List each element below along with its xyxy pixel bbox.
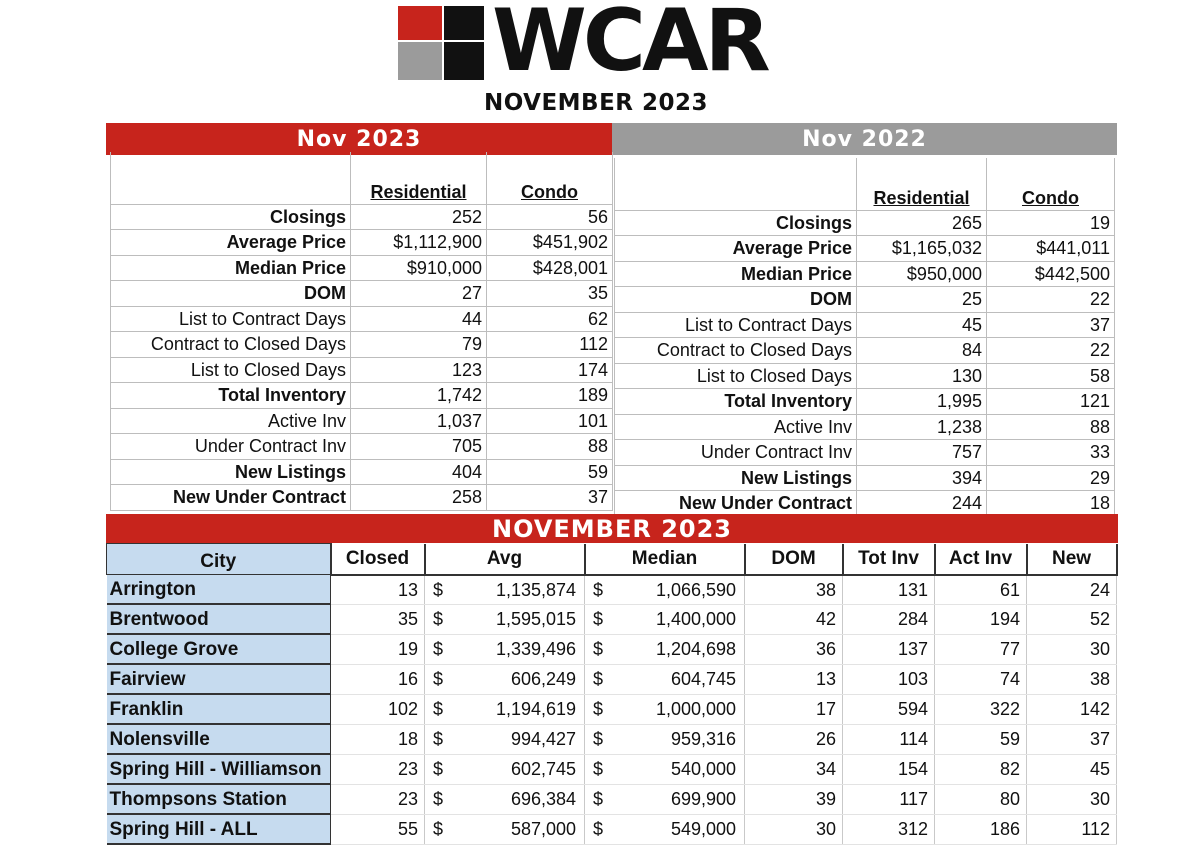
summary-condo-value: 174 <box>487 357 613 383</box>
median-price-value: 1,066,590 <box>625 575 745 605</box>
closed-value: 19 <box>331 634 425 664</box>
summary-residential-value: 27 <box>351 281 487 307</box>
summary-row-label: Closings <box>615 210 857 236</box>
summary-condo-value: 33 <box>987 440 1115 466</box>
summary-row-label: Contract to Closed Days <box>111 332 351 358</box>
act-inv-value: 61 <box>935 575 1027 605</box>
summary-header-residential: Residential <box>351 152 487 204</box>
summary-header-blank <box>615 158 857 210</box>
summary-residential-value: 1,037 <box>351 408 487 434</box>
summary-condo-value: $442,500 <box>987 261 1115 287</box>
summary-row-label: Total Inventory <box>615 389 857 415</box>
summary-row <box>615 414 1115 440</box>
new-value: 52 <box>1027 604 1117 634</box>
summary-row-label: Average Price <box>111 230 351 256</box>
summary-row <box>111 485 613 511</box>
avg-price-value: 1,339,496 <box>465 634 585 664</box>
median-currency-symbol: $ <box>585 754 625 784</box>
new-value: 112 <box>1027 814 1117 844</box>
summary-residential-value: 1,995 <box>857 389 987 415</box>
median-price-value: 1,400,000 <box>625 604 745 634</box>
summary-residential-value: 84 <box>857 338 987 364</box>
col-header-median: Median <box>585 544 745 575</box>
new-value: 30 <box>1027 784 1117 814</box>
summary-row-label: List to Contract Days <box>615 312 857 338</box>
city-row <box>107 814 1117 844</box>
logo-square-grey <box>398 42 442 80</box>
city-name: Nolensville <box>107 724 331 754</box>
summary-row <box>111 281 613 307</box>
summary-table-nov-2023 <box>110 152 613 511</box>
summary-residential-value: 44 <box>351 306 487 332</box>
new-value: 38 <box>1027 664 1117 694</box>
city-name: College Grove <box>107 634 331 664</box>
col-header-avg: Avg <box>425 544 585 575</box>
summary-condo-value: 88 <box>987 414 1115 440</box>
summary-row <box>615 465 1115 491</box>
summary-row <box>111 383 613 409</box>
summary-condo-value: 58 <box>987 363 1115 389</box>
summary-condo-value: 59 <box>487 459 613 485</box>
summary-condo-value: 22 <box>987 287 1115 313</box>
median-currency-symbol: $ <box>585 694 625 724</box>
col-header-new: New <box>1027 544 1117 575</box>
summary-row-label: List to Contract Days <box>111 306 351 332</box>
summary-row <box>111 255 613 281</box>
summary-condo-value: 22 <box>987 338 1115 364</box>
summary-table-nov-2022 <box>614 158 1115 517</box>
summary-residential-value: $1,112,900 <box>351 230 487 256</box>
summary-header-blank <box>111 152 351 204</box>
summary-row-label: New Listings <box>111 459 351 485</box>
summary-residential-value: 705 <box>351 434 487 460</box>
summary-row <box>615 261 1115 287</box>
avg-price-value: 1,135,874 <box>465 575 585 605</box>
median-price-value: 604,745 <box>625 664 745 694</box>
tot-inv-value: 284 <box>843 604 935 634</box>
avg-currency-symbol: $ <box>425 694 465 724</box>
summary-row-label: Under Contract Inv <box>111 434 351 460</box>
summary-residential-value: 79 <box>351 332 487 358</box>
dom-value: 42 <box>745 604 843 634</box>
summary-condo-value: 56 <box>487 204 613 230</box>
new-value: 24 <box>1027 575 1117 605</box>
summary-row <box>615 389 1115 415</box>
summary-condo-value: 189 <box>487 383 613 409</box>
summary-residential-value: 252 <box>351 204 487 230</box>
avg-currency-symbol: $ <box>425 604 465 634</box>
avg-currency-symbol: $ <box>425 754 465 784</box>
median-currency-symbol: $ <box>585 814 625 844</box>
summary-row <box>615 338 1115 364</box>
summary-condo-value: 37 <box>987 312 1115 338</box>
closed-value: 16 <box>331 664 425 694</box>
city-row <box>107 784 1117 814</box>
closed-value: 23 <box>331 784 425 814</box>
banner-city-label: NOVEMBER 2023 <box>491 515 732 543</box>
summary-header-condo: Condo <box>487 152 613 204</box>
city-name: Thompsons Station <box>107 784 331 814</box>
dom-value: 26 <box>745 724 843 754</box>
summary-residential-value: 1,742 <box>351 383 487 409</box>
city-table-header-row <box>107 544 1117 575</box>
tot-inv-value: 154 <box>843 754 935 784</box>
median-price-value: 1,204,698 <box>625 634 745 664</box>
summary-row <box>615 363 1115 389</box>
city-table <box>106 543 1118 845</box>
col-header-tot-inv: Tot Inv <box>843 544 935 575</box>
summary-header-row <box>111 152 613 204</box>
summary-condo-value: $451,902 <box>487 230 613 256</box>
summary-row-label: New Under Contract <box>615 491 857 517</box>
tot-inv-value: 137 <box>843 634 935 664</box>
summary-row-label: List to Closed Days <box>615 363 857 389</box>
new-value: 37 <box>1027 724 1117 754</box>
act-inv-value: 74 <box>935 664 1027 694</box>
summary-row-label: Total Inventory <box>111 383 351 409</box>
median-currency-symbol: $ <box>585 604 625 634</box>
summary-row <box>111 459 613 485</box>
avg-price-value: 994,427 <box>465 724 585 754</box>
avg-currency-symbol: $ <box>425 814 465 844</box>
tot-inv-value: 594 <box>843 694 935 724</box>
median-currency-symbol: $ <box>585 634 625 664</box>
summary-condo-value: 112 <box>487 332 613 358</box>
city-row <box>107 694 1117 724</box>
act-inv-value: 322 <box>935 694 1027 724</box>
closed-value: 13 <box>331 575 425 605</box>
summary-row-label: Median Price <box>111 255 351 281</box>
logo-square-red <box>398 6 442 40</box>
city-name: Brentwood <box>107 604 331 634</box>
new-value: 30 <box>1027 634 1117 664</box>
summary-residential-value: 45 <box>857 312 987 338</box>
report-subtitle: NOVEMBER 2023 <box>483 90 709 116</box>
summary-row <box>111 408 613 434</box>
banner-city-november-2023 <box>106 514 1118 543</box>
logo-square-black-top <box>444 6 484 40</box>
act-inv-value: 77 <box>935 634 1027 664</box>
act-inv-value: 82 <box>935 754 1027 784</box>
avg-price-value: 587,000 <box>465 814 585 844</box>
tot-inv-value: 312 <box>843 814 935 844</box>
col-header-dom: DOM <box>745 544 843 575</box>
summary-row-label: Closings <box>111 204 351 230</box>
median-currency-symbol: $ <box>585 724 625 754</box>
act-inv-value: 59 <box>935 724 1027 754</box>
summary-row <box>615 440 1115 466</box>
summary-residential-value: 757 <box>857 440 987 466</box>
dom-value: 13 <box>745 664 843 694</box>
tot-inv-value: 114 <box>843 724 935 754</box>
summary-residential-value: 1,238 <box>857 414 987 440</box>
city-row <box>107 575 1117 605</box>
summary-condo-value: 35 <box>487 281 613 307</box>
wcar-logo <box>398 0 788 91</box>
summary-residential-value: 244 <box>857 491 987 517</box>
median-currency-symbol: $ <box>585 575 625 605</box>
summary-header-residential: Residential <box>857 158 987 210</box>
city-row <box>107 724 1117 754</box>
city-name: Spring Hill - Williamson <box>107 754 331 784</box>
summary-row-label: Median Price <box>615 261 857 287</box>
summary-condo-value: 101 <box>487 408 613 434</box>
median-price-value: 699,900 <box>625 784 745 814</box>
summary-residential-value: 258 <box>351 485 487 511</box>
new-value: 142 <box>1027 694 1117 724</box>
logo-wordmark: WCAR <box>492 0 767 91</box>
median-currency-symbol: $ <box>585 784 625 814</box>
median-price-value: 959,316 <box>625 724 745 754</box>
avg-currency-symbol: $ <box>425 784 465 814</box>
summary-row-label: Active Inv <box>111 408 351 434</box>
city-row <box>107 604 1117 634</box>
summary-row-label: List to Closed Days <box>111 357 351 383</box>
summary-header-row <box>615 158 1115 210</box>
dom-value: 17 <box>745 694 843 724</box>
tot-inv-value: 103 <box>843 664 935 694</box>
dom-value: 39 <box>745 784 843 814</box>
summary-row-label: New Listings <box>615 465 857 491</box>
summary-condo-value: 29 <box>987 465 1115 491</box>
summary-residential-value: 25 <box>857 287 987 313</box>
dom-value: 38 <box>745 575 843 605</box>
summary-condo-value: 62 <box>487 306 613 332</box>
summary-row <box>111 434 613 460</box>
closed-value: 23 <box>331 754 425 784</box>
median-price-value: 549,000 <box>625 814 745 844</box>
summary-residential-value: $910,000 <box>351 255 487 281</box>
summary-row <box>111 332 613 358</box>
summary-condo-value: $441,011 <box>987 236 1115 262</box>
summary-row-label: DOM <box>615 287 857 313</box>
tot-inv-value: 117 <box>843 784 935 814</box>
summary-row-label: Average Price <box>615 236 857 262</box>
summary-condo-value: 88 <box>487 434 613 460</box>
act-inv-value: 186 <box>935 814 1027 844</box>
summary-condo-value: 18 <box>987 491 1115 517</box>
dom-value: 30 <box>745 814 843 844</box>
city-name: Spring Hill - ALL <box>107 814 331 844</box>
summary-condo-value: 37 <box>487 485 613 511</box>
summary-row-label: DOM <box>111 281 351 307</box>
city-name: Franklin <box>107 694 331 724</box>
summary-row <box>615 491 1115 517</box>
banner-nov-2022 <box>612 123 1117 155</box>
summary-residential-value: 130 <box>857 363 987 389</box>
avg-price-value: 696,384 <box>465 784 585 814</box>
median-currency-symbol: $ <box>585 664 625 694</box>
summary-residential-value: $1,165,032 <box>857 236 987 262</box>
summary-residential-value: 394 <box>857 465 987 491</box>
summary-row <box>615 287 1115 313</box>
col-header-closed: Closed <box>331 544 425 575</box>
city-row <box>107 754 1117 784</box>
dom-value: 34 <box>745 754 843 784</box>
logo-square-black-bottom <box>444 42 484 80</box>
closed-value: 18 <box>331 724 425 754</box>
dom-value: 36 <box>745 634 843 664</box>
act-inv-value: 80 <box>935 784 1027 814</box>
city-name: Fairview <box>107 664 331 694</box>
banner-nov-2023-label: Nov 2023 <box>296 127 422 152</box>
summary-row-label: Under Contract Inv <box>615 440 857 466</box>
col-header-act-inv: Act Inv <box>935 544 1027 575</box>
avg-price-value: 1,595,015 <box>465 604 585 634</box>
summary-residential-value: $950,000 <box>857 261 987 287</box>
summary-condo-value: $428,001 <box>487 255 613 281</box>
banner-nov-2022-label: Nov 2022 <box>802 127 927 152</box>
avg-currency-symbol: $ <box>425 664 465 694</box>
avg-price-value: 606,249 <box>465 664 585 694</box>
avg-currency-symbol: $ <box>425 575 465 605</box>
summary-condo-value: 19 <box>987 210 1115 236</box>
act-inv-value: 194 <box>935 604 1027 634</box>
closed-value: 102 <box>331 694 425 724</box>
summary-row <box>111 357 613 383</box>
summary-residential-value: 265 <box>857 210 987 236</box>
banner-nov-2023 <box>106 123 612 155</box>
summary-row-label: Contract to Closed Days <box>615 338 857 364</box>
summary-row-label: New Under Contract <box>111 485 351 511</box>
summary-residential-value: 123 <box>351 357 487 383</box>
avg-currency-symbol: $ <box>425 634 465 664</box>
col-header-city: City <box>107 544 331 575</box>
closed-value: 35 <box>331 604 425 634</box>
summary-row <box>111 204 613 230</box>
summary-row <box>615 210 1115 236</box>
tot-inv-value: 131 <box>843 575 935 605</box>
summary-header-condo: Condo <box>987 158 1115 210</box>
summary-row-label: Active Inv <box>615 414 857 440</box>
city-row <box>107 634 1117 664</box>
closed-value: 55 <box>331 814 425 844</box>
summary-condo-value: 121 <box>987 389 1115 415</box>
summary-residential-value: 404 <box>351 459 487 485</box>
median-price-value: 540,000 <box>625 754 745 784</box>
avg-price-value: 602,745 <box>465 754 585 784</box>
city-name: Arrington <box>107 575 331 605</box>
city-row <box>107 664 1117 694</box>
summary-row <box>615 236 1115 262</box>
new-value: 45 <box>1027 754 1117 784</box>
avg-currency-symbol: $ <box>425 724 465 754</box>
median-price-value: 1,000,000 <box>625 694 745 724</box>
summary-row <box>111 306 613 332</box>
summary-row <box>111 230 613 256</box>
summary-row <box>615 312 1115 338</box>
avg-price-value: 1,194,619 <box>465 694 585 724</box>
